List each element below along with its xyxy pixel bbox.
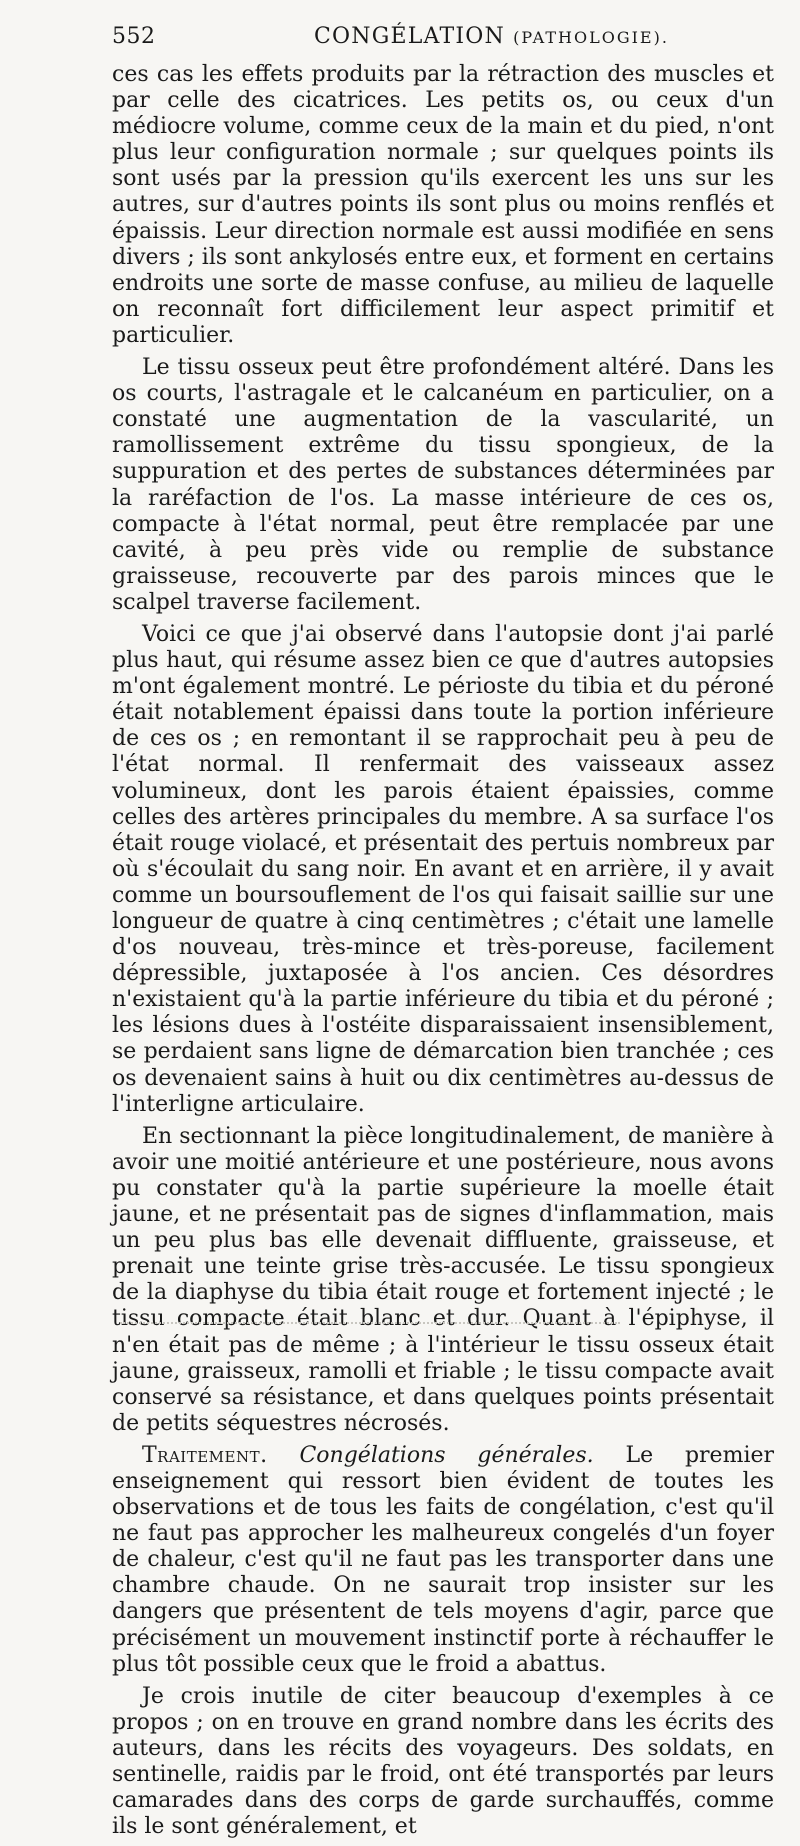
running-head bbox=[314, 24, 669, 49]
paragraph-examples: Je crois inutile de citer beaucoup d'exemples à ce propos ; on en trouve en grand nombre dans les écrits des auteurs, dans les récits des voyageurs. Des soldats, en sentinelle, raidis par le froid, ont été transportés par leurs camarades dans des corps de garde surchauffés, comme ils le sont généralement, et bbox=[112, 1683, 774, 1840]
paragraph-section: En sectionnant la pièce longitudinalement, de manière à avoir une moitié antérieure et une postérieure, nous avons pu constater qu'à la partie supérieure la moelle était jaune, et ne présentait pas de signes d'inflammation, mais un peu plus bas elle devenait diffluente, graisseuse, et prenait une teinte grise très-accusée. Le tissu spongieux de la diaphyse du tibia était rouge et fortement injecté ; le tissu compacte était blanc et dur. Quant à l'épiphyse, il n'en était pas de même ; à l'intérieur le tissu osseux était jaune, graisseux, ramolli et friable ; le tissu compacte avait conservé sa résistance, et dans quelques points présentait de petits séquestres nécrosés. bbox=[112, 1123, 774, 1436]
treatment-text: Le premier enseignement qui ressort bien évident de toutes les observations et de tous les faits de congélation, c'est qu'il ne faut pas approcher les malheureux congelés d'un foyer de chaleur, c'est qu'il ne faut pas les transporter dans une chambre chaude. On ne saurait trop insister sur les dangers que présentent de tels moyens d'agir, parce que précisément un mouvement instinctif porte à réchauffer le plus tôt possible ceux que le froid a abattus. bbox=[112, 1442, 775, 1677]
body-text bbox=[112, 62, 774, 1846]
page-number: 552 bbox=[112, 24, 156, 49]
paragraph-continued: ces cas les effets produits par la rétraction des muscles et par celle des cicatrices. Les petits os, ou ceux d'un médiocre volume, comme ceux de la main et du pied, n'ont plus leur configuration normale ; sur quelques points ils sont usés par la pression qu'ils exercent les uns sur les autres, sur d'autres points ils sont plus ou moins renflés et épaissis. Leur direction normale est aussi modifiée en sens divers ; ils sont ankylosés entre eux, et forment en certains endroits une sorte de masse confuse, au milieu de laquelle on reconnaît fort difficilement leur aspect primitif et particulier. bbox=[112, 62, 774, 348]
running-head-subtitle: (PATHOLOGIE). bbox=[513, 28, 669, 47]
page-header bbox=[112, 24, 774, 54]
treatment-heading: Congélations générales. bbox=[299, 1442, 594, 1468]
treatment-label: Traitement. bbox=[142, 1442, 268, 1468]
paragraph-bone-tissue: Le tissu osseux peut être profondément altéré. Dans les os courts, l'astragale et le calcanéum en particulier, on a constaté une augmentation de la vascularité, un ramollissement extrême du tissu spongieux, de la suppuration et des pertes de substances déterminées par la raréfaction de l'os. La masse intérieure de ces os, compacte à l'état normal, peut être remplacée par une cavité, à peu près vide ou remplie de substance graisseuse, recouverte par des parois minces que le scalpel traverse facilement. bbox=[112, 355, 774, 615]
paragraph-autopsy: Voici ce que j'ai observé dans l'autopsie dont j'ai parlé plus haut, qui résume assez bien ce que d'autres autopsies m'ont également montré. Le périoste du tibia et du péroné était notablement épaissi dans toute la portion inférieure de ces os ; en remontant il se rapprochait peu à peu de l'état normal. Il renfermait des vaisseaux assez volumineux, dont les parois étaient épaissies, comme celles des artères principales du membre. A sa surface l'os était rouge violacé, et présentait des pertuis nombreux par où s'écoulait du sang noir. En avant et en arrière, il y avait comme un boursouflement de l'os qui faisait saillie sur une longueur de quatre à cinq centimètres ; c'était une lamelle d'os nouveau, très-mince et très-poreuse, facilement dépressible, juxtaposée à l'os ancien. Ces désordres n'existaient qu'à la partie inférieure du tibia et du péroné ; les lésions dues à l'ostéite disparaissaient insensiblement, se perdaient sans ligne de démarcation bien tranchée ; ces os devenaient sains à huit ou dix centimètres au-dessus de l'interligne articulaire. bbox=[112, 621, 774, 1117]
paragraph-treatment bbox=[112, 1443, 774, 1678]
running-head-title: CONGÉLATION bbox=[314, 24, 505, 49]
bottom-scan-marks bbox=[120, 1322, 620, 1328]
